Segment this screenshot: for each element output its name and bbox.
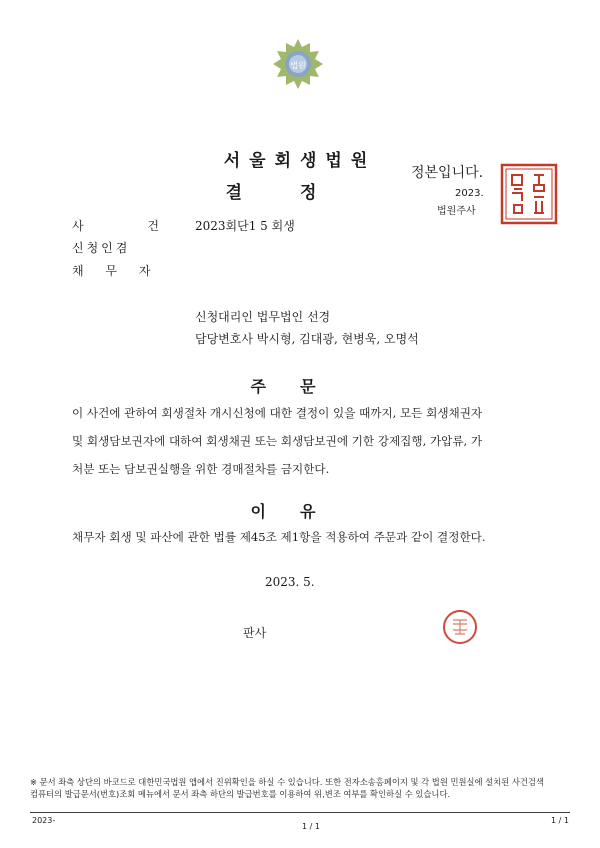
page-number-right: 1 / 1 — [551, 816, 569, 825]
official-stamp-icon — [500, 163, 558, 225]
judge-label: 판사 — [243, 626, 267, 640]
certification-year: 2023. — [455, 188, 484, 199]
applicant-label: 신청인겸 — [72, 241, 131, 255]
reason-text: 채무자 회생 및 파산에 관한 법률 제45조 제1항을 적용하여 주문과 같이 결정한다. — [72, 530, 486, 544]
case-number: 2023회단1 5 회생 — [195, 219, 295, 233]
reason-heading: 이유 — [250, 502, 350, 521]
judge-seal-icon — [441, 608, 479, 646]
order-line-2: 및 회생담보권자에 대하여 회생채권 또는 회생담보권에 기한 강제집행, 가압류, 가 — [72, 434, 483, 448]
certification-clerk: 법원주사 — [437, 206, 476, 217]
footer-divider — [30, 812, 570, 813]
emblem-text: 법원 — [290, 61, 306, 70]
case-label: 사 건 — [72, 219, 189, 233]
lawyers-line: 담당변호사 박시형, 김대광, 현병욱, 오명석 — [195, 332, 419, 346]
court-name: 서울회생법원 — [223, 151, 377, 171]
court-emblem-icon — [270, 37, 326, 91]
debtor-label: 채 무 자 — [72, 264, 160, 278]
issue-number: 2023- — [32, 816, 56, 825]
order-line-3: 처분 또는 담보권실행을 위한 경매절차를 금지한다. — [72, 462, 330, 476]
document-title: 결정 — [225, 183, 375, 203]
order-heading: 주문 — [250, 377, 350, 396]
certification-text: 정본입니다. — [411, 165, 484, 181]
order-line-1: 이 사건에 관하여 회생절차 개시신청에 대한 결정이 있을 때까지, 모든 회생채권자 — [72, 406, 483, 420]
decision-date: 2023. 5. — [265, 575, 315, 589]
agent-line: 신청대리인 법무법인 선경 — [195, 310, 331, 324]
verification-notice: ※ 문서 좌측 상단의 바코드로 대한민국법원 앱에서 진위확인을 하실 수 있습니다. 또한 전자소송홈페이지 및 각 법원 민원실에 설치된 사건검색 컴퓨터의 발급문서(번호)조회 메뉴에서 문서 좌측 하단의 발급번호를 이용하여 위,변조 여부를 확인하실 수 있습니다. — [30, 777, 544, 799]
page-number-center: 1 / 1 — [302, 822, 320, 831]
